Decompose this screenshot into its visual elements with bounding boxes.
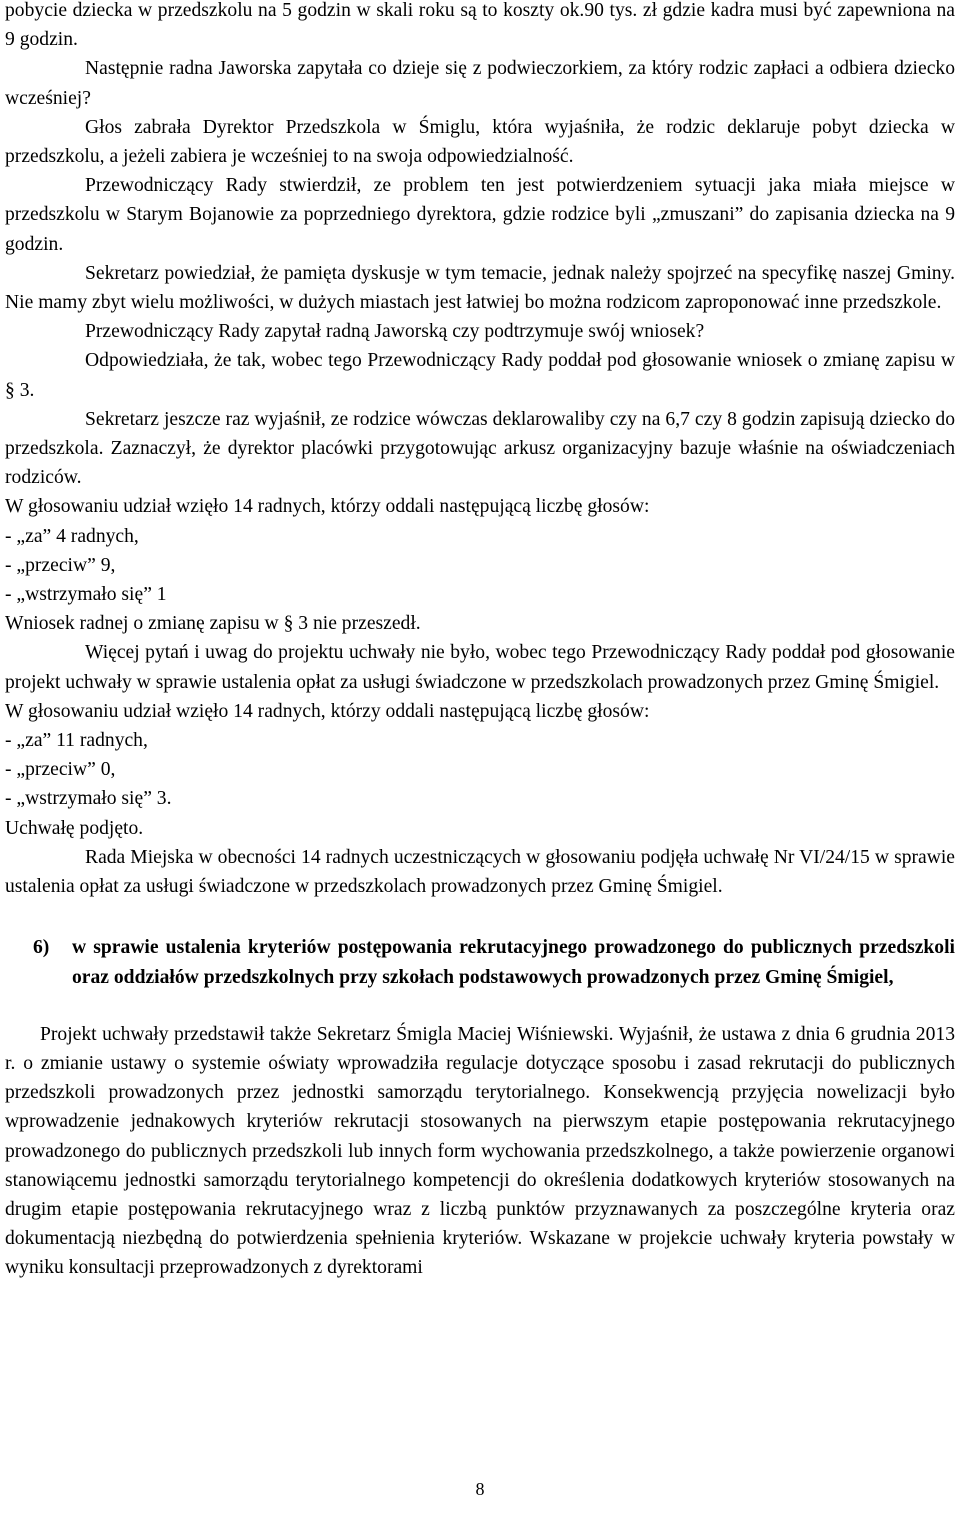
vote-result-1: Wniosek radnej o zmianę zapisu w § 3 nie przeszedł.	[5, 613, 421, 635]
paragraph-4: Przewodniczący Rady stwierdził, ze problem ten jest potwierdzeniem sytuacji jaka miała miejsce w przedszkolu w Starym Bojanowie za poprzedniego dyrektora, gdzie rodzice byli „zmuszani” do zapisania dziecka na 9 godzin.	[5, 175, 955, 255]
section-title: w sprawie ustalenia kryteriów postępowania rekrutacyjnego prowadzonego do publicznych przedszkoli oraz oddziałów przedszkolnych przy szkołach podstawowych prowadzonych przez Gminę Śmigiel,	[72, 937, 955, 988]
document-page	[5, 0, 955, 1283]
section-number: 6)	[33, 937, 50, 959]
vote-abstain-1: - „wstrzymało się” 1	[5, 584, 167, 606]
vote-against-2: - „przeciw” 0,	[5, 759, 116, 781]
paragraph-3: Głos zabrała Dyrektor Przedszkola w Śmiglu, która wyjaśniła, że rodzic deklaruje pobyt dziecka w przedszkolu, a jeżeli zabiera je wcześniej to na swoja odpowiedzialność.	[5, 116, 955, 168]
paragraph-7: Odpowiedziała, że tak, wobec tego Przewodniczący Rady poddał pod głosowanie wniosek o zmianę zapisu w § 3.	[5, 350, 955, 401]
paragraph-2: Następnie radna Jaworska zapytała co dzieje się z podwieczorkiem, za który rodzic zapłaci a odbiera dziecko wcześniej?	[5, 58, 955, 109]
paragraph-20: Rada Miejska w obecności 14 radnych uczestniczących w głosowaniu podjęła uchwałę Nr VI/24/15 w sprawie ustalenia opłat za usługi świadczone w przedszkolach prowadzonych przez Gminę Śmigiel.	[5, 846, 955, 898]
final-paragraph: Projekt uchwały przedstawił także Sekretarz Śmigla Maciej Wiśniewski. Wyjaśnił, że ustawa z dnia 6 grudnia 2013 r. o zmianie ustawy o systemie oświaty wprowadziła regulacje dotyczące sposobu i zasad rekrutacji do publicznych przedszkoli prowadzonych przez jednostki samorządu terytorialnego. Konsekwencją przyjęcia nowelizacji było wprowadzenie jednakowych kryteriów rekrutacji stosowanych na pierwszym etapie postępowania rekrutacyjnego prowadzonego do publicznych przedszkoli lub innych form wychowania przedszkolnego, a także powierzenie organowi stanowiącemu jednostki samorządu terytorialnego kompetencji do określenia dodatkowych kryteriów stosowanych na drugim etapie postępowania rekrutacyjnego wraz z liczbą punktów przyznawanych za poszczególne kryteria oraz dokumentacją niezbędną do potwierdzenia spełnienia kryteriów. Wskazane w projekcie uchwały kryteria powstały w wyniku konsultacji przeprowadzonych z dyrektorami	[5, 1023, 955, 1279]
section-heading	[5, 933, 955, 991]
vote-for-1: - „za” 4 radnych,	[5, 525, 139, 547]
paragraph-8: Sekretarz jeszcze raz wyjaśnił, ze rodzice wówczas deklarowaliby czy na 6,7 czy 8 godzin zapisują dziecko do przedszkola. Zaznaczył, że dyrektor placówki przygotowując arkusz organizacyjny bazuje właśnie na oświadczeniach rodziców.	[5, 408, 955, 489]
paragraph-5: Sekretarz powiedział, że pamięta dyskusje w tym temacie, jednak należy spojrzeć na specyfikę naszej Gminy. Nie mamy zbyt wielu możliwości, w dużych miastach jest łatwiej bo można rodzicom zaproponować inne przedszkole.	[5, 262, 955, 314]
page-number: 8	[475, 1479, 485, 1499]
paragraph-14: Więcej pytań i uwag do projektu uchwały nie było, wobec tego Przewodniczący Rady poddał pod głosowanie projekt uchwały w sprawie ustalenia opłat za usługi świadczone w przedszkolach prowadzonych przez Gminę Śmigiel.	[5, 642, 955, 693]
vote-intro-1: W głosowaniu udział wzięło 14 radnych, którzy oddali następującą liczbę głosów:	[5, 496, 650, 518]
vote-intro-2: W głosowaniu udział wzięło 14 radnych, którzy oddali następującą liczbę głosów:	[5, 700, 650, 722]
paragraph-6: Przewodniczący Rady zapytał radną Jaworską czy podtrzymuje swój wniosek?	[85, 321, 705, 343]
vote-against-1: - „przeciw” 9,	[5, 554, 116, 576]
vote-abstain-2: - „wstrzymało się” 3.	[5, 788, 172, 810]
vote-result-2: Uchwałę podjęto.	[5, 817, 144, 839]
paragraph-1: pobycie dziecka w przedszkolu na 5 godzin w skali roku są to koszty ok.90 tys. zł gdzie kadra musi być zapewniona na 9 godzin.	[5, 0, 955, 51]
vote-for-2: - „za” 11 radnych,	[5, 730, 148, 752]
